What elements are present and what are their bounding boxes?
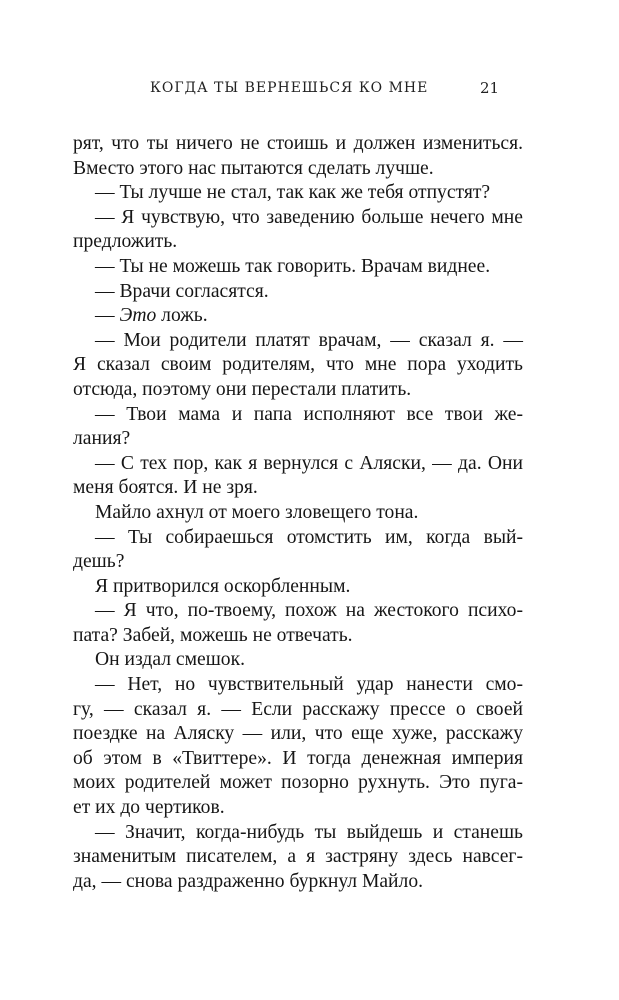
- text-line: знаменитым писателем, а я застряну здесь навсег-: [73, 846, 523, 868]
- running-title: КОГДА ТЫ ВЕРНЕШЬСЯ КО МНЕ: [150, 80, 429, 96]
- text-line: отсюда, поэтому они перестали платить.: [73, 378, 412, 400]
- text-line: дешь?: [73, 551, 125, 573]
- text-line: гу, — сказал я. — Если расскажу прессе о своей: [73, 698, 523, 720]
- text-line: — Мои родители платят врачам, — сказал я. —: [95, 329, 523, 351]
- text-line: — Я что, по-твоему, похож на жестокого психо-: [95, 600, 523, 622]
- text-line: [73, 304, 523, 329]
- text-line: — Ты собираешься отомстить им, когда вый-: [95, 526, 523, 548]
- text-line: лания?: [73, 428, 131, 450]
- italic-word: Это: [119, 305, 157, 327]
- text-line: — Ты лучше не стал, так как же тебя отпустят?: [95, 182, 491, 204]
- text-line: рят, что ты ничего не стоишь и должен измениться.: [73, 133, 523, 154]
- text-line: — Значит, когда-нибудь ты выйдешь и станешь: [95, 821, 523, 843]
- text-line: моих родителей может позорно рухнуть. Это пуга-: [73, 772, 523, 794]
- text-line: Майло ахнул от моего зловещего тона.: [95, 501, 419, 523]
- line-prefix: —: [95, 305, 120, 327]
- text-line: да, — снова раздраженно буркнул Майло.: [73, 870, 424, 892]
- text-line: — Я чувствую, что заведению больше нечего мне: [95, 206, 523, 228]
- text-line: Я притворился оскорбленным.: [95, 575, 351, 597]
- text-line: меня боятся. И не зря.: [73, 477, 258, 499]
- text-line: ет их до чертиков.: [73, 797, 225, 819]
- text-line: — Врачи согласятся.: [95, 280, 269, 302]
- text-line: поездке на Аляску — или, что еще хуже, расскажу: [73, 723, 523, 745]
- page-number: 21: [480, 79, 500, 97]
- text-line: Вместо этого нас пытаются сделать лучше.: [73, 157, 434, 179]
- text-line: — Твои мама и папа исполняют все твои же-: [95, 403, 523, 425]
- text-line: предложить.: [73, 231, 178, 253]
- text-line: об этом в «Твиттере». И тогда денежная империя: [73, 747, 523, 769]
- line-rest: ложь.: [156, 305, 208, 327]
- text-line: — Нет, но чувствительный удар нанести смо-: [95, 674, 523, 696]
- body-text: [73, 132, 523, 894]
- text-line: Он издал смешок.: [95, 649, 246, 671]
- text-line: — С тех пор, как я вернулся с Аляски, — да. Они: [95, 452, 523, 474]
- text-line: — Ты не можешь так говорить. Врачам виднее.: [95, 255, 491, 277]
- text-line: Я сказал своим родителям, что мне пора уходить: [73, 354, 523, 376]
- text-line: пата? Забей, можешь не отвечать.: [73, 624, 353, 646]
